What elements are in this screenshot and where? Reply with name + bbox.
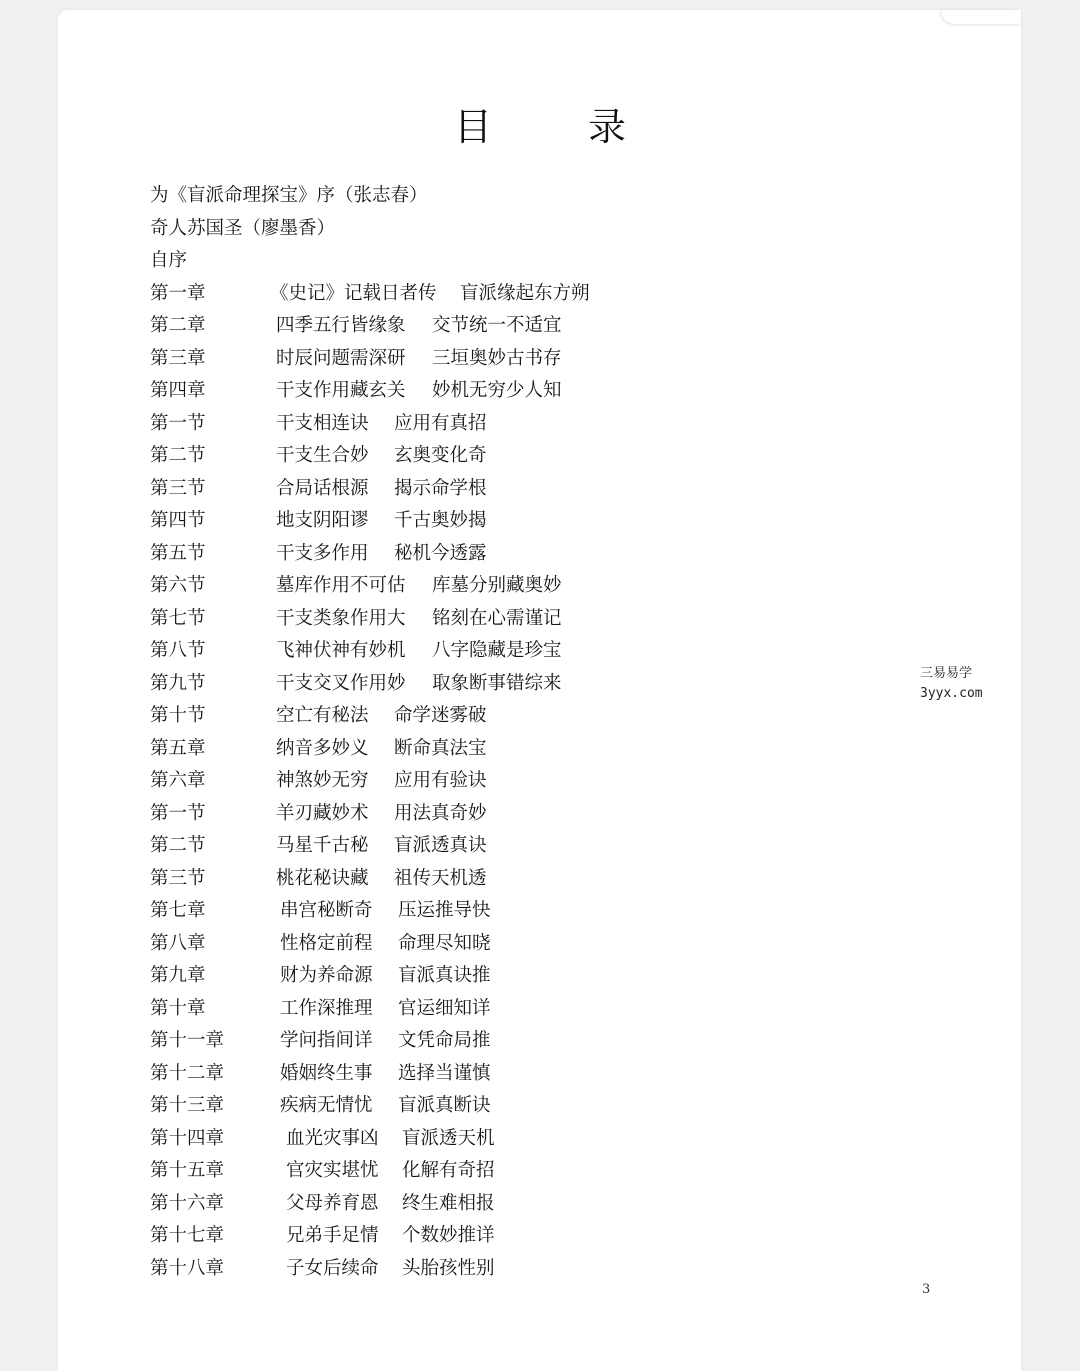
toc-entry-title-part1: 飞神伏神有妙机 xyxy=(276,640,406,661)
toc-entry-label: 第十节 xyxy=(150,705,206,726)
toc-entry-title-part1: 墓库作用不可估 xyxy=(276,575,406,596)
toc-entry-title-part1: 羊刃藏妙术 xyxy=(276,802,369,824)
toc-entry-title-part1: 干支交叉作用妙 xyxy=(276,672,406,694)
toc-entry-label: 第二节 xyxy=(150,835,206,856)
toc-entry-label: 第七节 xyxy=(150,607,206,629)
toc-entry-label: 第十七章 xyxy=(150,1225,225,1246)
toc-entry-title-part1: 婚姻终生事 xyxy=(280,1062,373,1084)
toc-entry-label: 第三节 xyxy=(150,477,206,499)
page-corner-decoration xyxy=(941,10,1021,24)
toc-preface-label: 自序 xyxy=(150,250,188,271)
toc-entry-title-part2: 八字隐藏是珍宝 xyxy=(432,640,562,661)
toc-entry-title-part1: 财为养命源 xyxy=(280,965,373,986)
toc-entry-title-part2: 盲派缘起东方朔 xyxy=(460,282,590,304)
toc-entry-title-part2: 官运细知详 xyxy=(398,997,491,1019)
toc-entry-title-part2: 命理尽知晓 xyxy=(398,932,491,954)
toc-entry-label: 第三章 xyxy=(150,347,206,369)
toc-entry-title-part1: 桃花秘诀藏 xyxy=(276,867,369,889)
toc-entry-title-part1: 工作深推理 xyxy=(280,997,373,1019)
toc-entry-label: 第八节 xyxy=(150,640,206,661)
toc-entry-title-part1: 干支多作用 xyxy=(276,542,369,564)
toc-entry-title-part2: 头胎孩性别 xyxy=(402,1257,495,1279)
toc-entry-title-part1: 时辰问题需深研 xyxy=(276,347,406,369)
toc-entry-label: 第六节 xyxy=(150,575,206,596)
toc-entry-title-part2: 应用有真招 xyxy=(394,412,487,434)
toc-entry-title-part2: 化解有奇招 xyxy=(402,1160,495,1181)
toc-preface-label: 奇人苏国圣（廖墨香） xyxy=(150,217,336,239)
toc-entry-title-part2: 选择当谨慎 xyxy=(398,1062,491,1084)
toc-entry-title-part1: 疾病无情忧 xyxy=(280,1095,373,1116)
toc-entry-title-part1: 地支阴阳谬 xyxy=(276,510,369,531)
page-title: 目 录 xyxy=(453,105,669,149)
toc-entry-title-part2: 用法真奇妙 xyxy=(394,802,487,824)
toc-entry-label: 第五节 xyxy=(150,542,206,564)
toc-entry-title-part2: 交节统一不适宜 xyxy=(432,315,562,336)
toc-entry-title-part1: 干支作用藏玄关 xyxy=(276,380,406,401)
toc-entry-label: 第十章 xyxy=(150,997,206,1019)
toc-entry-title-part1: 兄弟手足情 xyxy=(286,1225,379,1246)
toc-entry-label: 第十一章 xyxy=(150,1030,225,1051)
toc-entry-title-part2: 盲派透天机 xyxy=(402,1127,495,1149)
toc-entry-label: 第十六章 xyxy=(150,1192,225,1214)
toc-entry-title-part2: 库墓分别藏奥妙 xyxy=(432,575,562,596)
toc-preface-label: 为《盲派命理探宝》序（张志春） xyxy=(150,185,428,206)
toc-entry-label: 第二节 xyxy=(150,445,206,466)
toc-entry-label: 第十二章 xyxy=(150,1062,225,1084)
toc-entry-title-part2: 个数妙推详 xyxy=(402,1225,495,1246)
toc-entry-title-part2: 命学迷雾破 xyxy=(394,705,487,726)
toc-entry-title-part1: 空亡有秘法 xyxy=(276,705,369,726)
toc-entry-title-part2: 盲派透真诀 xyxy=(394,835,487,856)
toc-entry-label: 第一章 xyxy=(150,282,206,304)
toc-entry-label: 第七章 xyxy=(150,900,206,921)
toc-entry-title-part2: 取象断事错综来 xyxy=(432,672,562,694)
toc-entry-title-part1: 父母养育恩 xyxy=(286,1192,379,1214)
toc-entry-title-part1: 性格定前程 xyxy=(280,932,373,954)
toc-entry-title-part2: 玄奥变化奇 xyxy=(394,445,487,466)
toc-entry-label: 第六章 xyxy=(150,770,206,791)
toc-entry-title-part1: 官灾实堪忧 xyxy=(286,1160,379,1181)
toc-entry-title-part2: 盲派真断诀 xyxy=(398,1095,491,1116)
toc-entry-label: 第九节 xyxy=(150,672,206,694)
toc-entry-label: 第九章 xyxy=(150,965,206,986)
toc-entry-title-part2: 应用有验诀 xyxy=(394,770,487,791)
toc-entry-title-part2: 千古奥妙揭 xyxy=(394,510,487,531)
watermark xyxy=(920,664,983,704)
toc-entry-title-part2: 妙机无穷少人知 xyxy=(432,380,562,401)
toc-entry-title-part2: 铭刻在心需谨记 xyxy=(432,607,562,629)
toc-entry-label: 第二章 xyxy=(150,315,206,336)
toc-entry-label: 第四章 xyxy=(150,380,206,401)
toc-entry-title-part1: 串宫秘断奇 xyxy=(280,900,373,921)
toc-entry-title-part2: 压运推导快 xyxy=(398,900,491,921)
toc-entry-title-part2: 盲派真诀推 xyxy=(398,965,491,986)
watermark-name: 三易易学 xyxy=(920,666,973,681)
toc-entry-title-part2: 祖传天机透 xyxy=(394,867,487,889)
toc-entry-title-part2: 文凭命局推 xyxy=(398,1030,491,1051)
toc-entry-label: 第三节 xyxy=(150,867,206,889)
toc-entry-label: 第十三章 xyxy=(150,1095,225,1116)
toc-entry-label: 第四节 xyxy=(150,510,206,531)
toc-entry-label: 第五章 xyxy=(150,737,206,759)
toc-entry-label: 第一节 xyxy=(150,412,206,434)
toc-entry-title-part1: 干支类象作用大 xyxy=(276,607,406,629)
toc-entry-title-part1: 马星千古秘 xyxy=(276,835,369,856)
toc-entry-title-part1: 纳音多妙义 xyxy=(276,737,369,759)
toc-entry-title-part1: 神煞妙无穷 xyxy=(276,770,369,791)
toc-entry-title-part1: 干支生合妙 xyxy=(276,445,369,466)
toc-entry-title-part1: 四季五行皆缘象 xyxy=(276,315,406,336)
toc-entry-label: 第十五章 xyxy=(150,1160,225,1181)
toc-entry-label: 第十八章 xyxy=(150,1257,225,1279)
toc-entry-label: 第八章 xyxy=(150,932,206,954)
toc-entry-title-part2: 三垣奥妙古书存 xyxy=(432,347,562,369)
toc-entry-title-part2: 终生难相报 xyxy=(402,1192,495,1214)
toc-entry-title-part2: 秘机今透露 xyxy=(394,542,487,564)
toc-entry-title-part1: 《史记》记载日者传 xyxy=(270,282,437,304)
toc-entry-title-part1: 子女后续命 xyxy=(286,1257,379,1279)
toc-entry-title-part1: 学问指间详 xyxy=(280,1030,373,1051)
watermark-url: 3yyx.com xyxy=(920,686,983,701)
toc-entry-label: 第十四章 xyxy=(150,1127,225,1149)
toc-entry-label: 第一节 xyxy=(150,802,206,824)
toc-entry-title-part1: 合局话根源 xyxy=(276,477,369,499)
toc-entry-title-part2: 揭示命学根 xyxy=(394,477,487,499)
toc-entry-title-part1: 干支相连诀 xyxy=(276,412,369,434)
page-number: 3 xyxy=(922,1282,931,1297)
toc-entry-title-part2: 断命真法宝 xyxy=(394,737,487,759)
toc-entry-title-part1: 血光灾事凶 xyxy=(286,1127,379,1149)
